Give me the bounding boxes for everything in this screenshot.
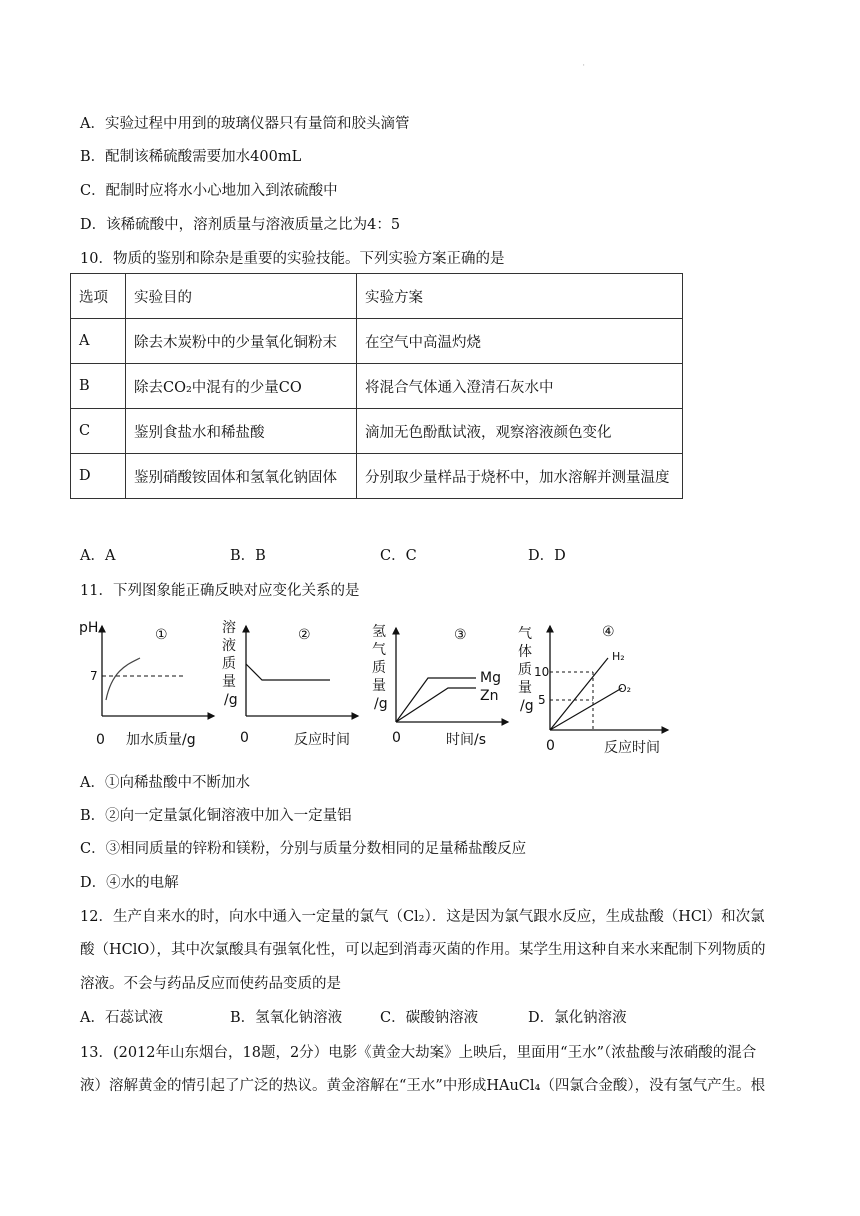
y-label-char: 量 xyxy=(222,674,236,690)
table-header-row xyxy=(71,274,683,319)
table-cell: 滴加无色酚酞试液，观察溶液颜色变化 xyxy=(357,409,683,454)
y-label-char: 气 xyxy=(518,626,532,642)
q10-choice-b: B．B xyxy=(230,548,266,564)
table-header: 实验方案 xyxy=(357,274,683,319)
tick-label-5: 5 xyxy=(538,693,546,707)
table-cell: 除去CO₂中混有的少量CO xyxy=(126,364,357,409)
y-unit: /g xyxy=(374,696,388,712)
q10-stem: 10．物质的鉴别和除杂是重要的实验技能。下列实验方案正确的是 xyxy=(80,251,505,267)
y-label-char: 量 xyxy=(372,678,386,694)
series-mg xyxy=(396,678,476,722)
q12-line-3: 溶液。不会与药品反应而使药品变质的是 xyxy=(80,976,341,992)
y-label-char: 溶 xyxy=(222,620,236,636)
graph-2 xyxy=(218,612,363,756)
series-label-zn: Zn xyxy=(480,688,499,704)
y-unit: /g xyxy=(520,698,534,714)
q9-option-c: C．配制时应将水小心地加入到浓硫酸中 xyxy=(80,183,338,199)
x-label: 时间/s xyxy=(446,732,487,748)
table-header: 实验目的 xyxy=(126,274,357,319)
curve xyxy=(246,664,330,680)
q11-option-b: B．②向一定量氯化铜溶液中加入一定量铝 xyxy=(80,808,352,824)
origin-label: 0 xyxy=(546,738,555,754)
y-unit: /g xyxy=(224,692,238,708)
y-label-char: 体 xyxy=(518,644,532,660)
ref-label: 7 xyxy=(90,669,98,683)
y-label-char: 质 xyxy=(518,662,532,678)
table-cell: 鉴别食盐水和稀盐酸 xyxy=(126,409,357,454)
q11-stem: 11．下列图象能正确反映对应变化关系的是 xyxy=(80,583,360,599)
table-row xyxy=(71,319,683,364)
x-label: 反应时间 xyxy=(604,740,660,756)
origin-label: 0 xyxy=(392,730,401,746)
series-label-o2: O₂ xyxy=(618,682,632,695)
q12-choice-c: C．碳酸钠溶液 xyxy=(380,1010,479,1026)
graph-4 xyxy=(516,612,676,761)
q10-choice-d: D．D xyxy=(528,548,566,564)
x-label: 反应时间 xyxy=(294,732,350,748)
table-row xyxy=(71,454,683,499)
series-h2 xyxy=(550,658,608,730)
x-label: 加水质量/g xyxy=(126,732,196,748)
series-o2 xyxy=(550,688,622,730)
q10-table xyxy=(70,273,683,499)
graph-number: ③ xyxy=(454,627,467,643)
y-label-char: 质 xyxy=(372,660,386,676)
tick-label-10: 10 xyxy=(534,665,550,679)
y-label-char: 气 xyxy=(372,642,386,658)
q9-option-d: D．该稀硫酸中，溶剂质量与溶液质量之比为4：5 xyxy=(80,217,401,233)
table-cell: C xyxy=(71,409,126,454)
q13-line-1: 13．(2012年山东烟台，18题，2分）电影《黄金大劫案》上映后，里面用“王水”（浓盐酸与浓硝酸的混合 xyxy=(80,1045,757,1061)
q13-line-2: 液）溶解黄金的情引起了广泛的热议。黄金溶解在“王水”中形成HAuCl₄（四氯合金酸），没有氢气产生。根 xyxy=(80,1078,766,1094)
q12-choice-b: B．氢氧化钠溶液 xyxy=(230,1010,343,1026)
q12-choice-a: A．石蕊试液 xyxy=(80,1010,163,1026)
origin-label: 0 xyxy=(96,732,105,748)
table-row xyxy=(71,364,683,409)
table-cell: B xyxy=(71,364,126,409)
table-cell: 在空气中高温灼烧 xyxy=(357,319,683,364)
q9-option-a: A．实验过程中用到的玻璃仪器只有量筒和胶头滴管 xyxy=(80,116,410,132)
y-label-char: 液 xyxy=(222,638,236,654)
table-cell: 分别取少量样品于烧杯中，加水溶解并测量温度 xyxy=(357,454,683,499)
table-cell: D xyxy=(71,454,126,499)
q11-option-c: C．③相同质量的锌粉和镁粉，分别与质量分数相同的足量稀盐酸反应 xyxy=(80,841,527,857)
table-cell: 除去木炭粉中的少量氧化铜粉末 xyxy=(126,319,357,364)
q10-choice-a: A．A xyxy=(80,548,116,564)
y-label-char: 氢 xyxy=(372,624,386,640)
y-label-char: 质 xyxy=(222,656,236,672)
graph-number: ① xyxy=(155,627,168,643)
series-label-mg: Mg xyxy=(480,670,501,686)
q11-option-a: A．①向稀盐酸中不断加水 xyxy=(80,775,250,791)
table-cell: 鉴别硝酸铵固体和氢氧化钠固体 xyxy=(126,454,357,499)
series-label-h2: H₂ xyxy=(612,650,625,663)
q12-line-2: 酸（HClO），其中次氯酸具有强氧化性，可以起到消毒灭菌的作用。某学生用这种自来水来配制下列物质的 xyxy=(80,942,766,958)
origin-label: 0 xyxy=(240,730,249,746)
q9-option-b: B．配制该稀硫酸需要加水400mL xyxy=(80,149,302,165)
table-header: 选项 xyxy=(71,274,126,319)
q12-line-1: 12．生产自来水的时，向水中通入一定量的氯气（Cl₂）．这是因为氯气跟水反应，生成盐酸（HCl）和次氯 xyxy=(80,909,765,925)
graph-number: ④ xyxy=(602,624,615,640)
page-mark: ' xyxy=(583,64,585,71)
q12-choice-d: D．氯化钠溶液 xyxy=(528,1010,627,1026)
y-label-char: 量 xyxy=(518,680,532,696)
graph-3 xyxy=(370,612,510,756)
q10-choice-c: C．C xyxy=(380,548,417,564)
table-row xyxy=(71,409,683,454)
table-cell: A xyxy=(71,319,126,364)
table-cell: 将混合气体通入澄清石灰水中 xyxy=(357,364,683,409)
graph-number: ② xyxy=(298,627,311,643)
y-label: pH xyxy=(79,620,99,636)
curve xyxy=(106,658,140,700)
q11-option-d: D．④水的电解 xyxy=(80,875,179,891)
graph-1 xyxy=(76,612,216,756)
